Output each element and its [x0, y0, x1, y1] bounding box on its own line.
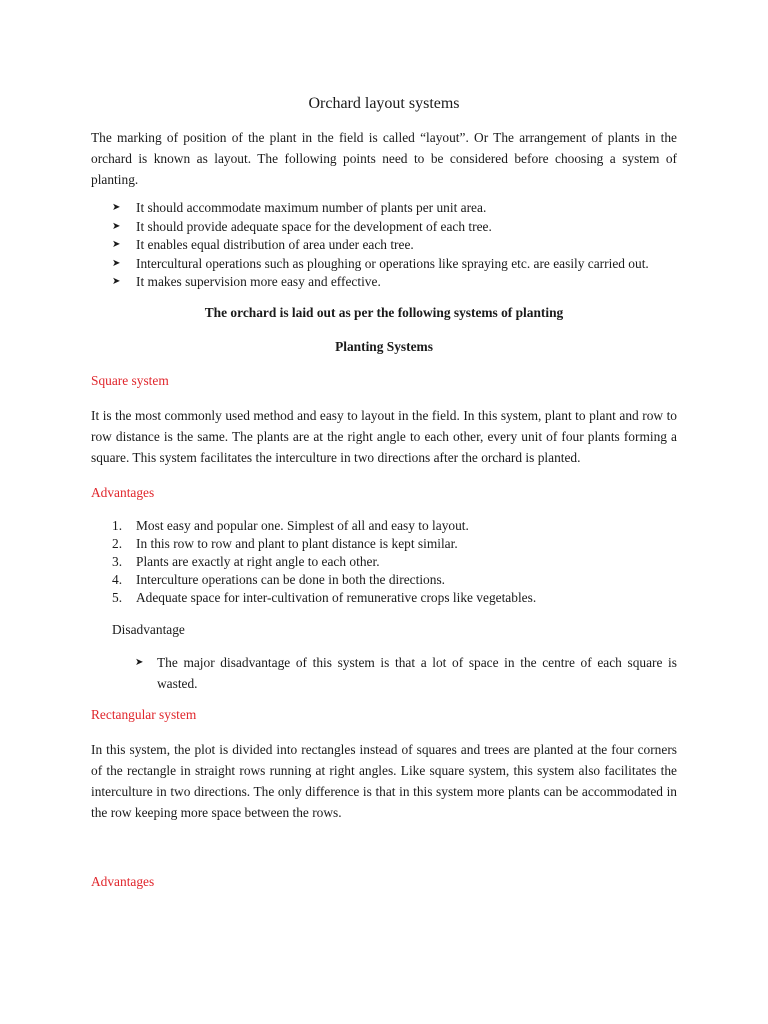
arrow-bullet-icon: ➤ [112, 276, 121, 287]
square-disadvantage-heading: Disadvantage [112, 621, 185, 637]
intro-paragraph: The marking of position of the plant in the field is called “layout”. Or The arrangement of plants in the orchard is known as layout. The following points need to be considered before choosing a system of planting. [91, 130, 677, 187]
square-advantages-heading: Advantages [91, 484, 155, 500]
square-system-description: It is the most commonly used method and easy to layout in the field. In this system, plant to plant and row to row distance is the same. The plants are at the right angle to each other, every unit of four plants forming a square. This system facilitates the interculture in two directions after the orchard is planted. [91, 407, 677, 465]
considerations-list [91, 199, 677, 292]
list-item: ➤ Intercultural operations such as ploughing or operations like spraying etc. are easily carried out. [91, 255, 677, 274]
arrow-bullet-icon: ➤ [112, 220, 121, 232]
square-system-heading: Square system [91, 372, 169, 388]
document-page [91, 92, 677, 906]
list-item: 3. Plants are exactly at right angle to each other. [112, 553, 380, 569]
list-item: 4. Interculture operations can be done in both the directions. [112, 571, 445, 587]
systems-heading: The orchard is laid out as per the following systems of planting [204, 304, 564, 320]
arrow-bullet-icon: ➤ [112, 202, 121, 213]
list-item: ➤ It makes supervision more easy and effective. [91, 273, 677, 292]
list-item: ➤ The major disadvantage of this system is that a lot of space in the centre of each square is wasted. [91, 652, 677, 694]
list-item: ➤ It enables equal distribution of area under each tree. [91, 236, 677, 255]
spacer [91, 837, 677, 871]
square-disadvantages-list [91, 652, 677, 694]
list-item: ➤ It should accommodate maximum number of plants per unit area. [91, 199, 677, 218]
page-title: Orchard layout systems [308, 95, 460, 112]
list-item: 2. In this row to row and plant to plant distance is kept similar. [112, 535, 458, 551]
rectangular-system-heading: Rectangular system [91, 706, 197, 722]
arrow-bullet-icon: ➤ [112, 239, 121, 250]
arrow-bullet-icon: ➤ [112, 257, 121, 269]
square-advantages-list [91, 517, 677, 607]
arrow-bullet-icon: ➤ [135, 656, 144, 668]
list-item: 5. Adequate space for inter-cultivation of remunerative crops like vegetables. [112, 589, 537, 605]
rectangular-advantages-heading: Advantages [91, 873, 155, 889]
rectangular-system-description: In this system, the plot is divided into rectangles instead of squares and trees are planted at the four corners of the rectangle in straight rows running at right angles. Like square system, this system also facilitates the interculture in two directions. The only difference is that in this system more plants can be accommodated in the row keeping more space between the rows. [91, 741, 677, 820]
planting-systems-heading: Planting Systems [335, 338, 433, 354]
list-item: 1. Most easy and popular one. Simplest of all and easy to layout. [112, 517, 469, 533]
list-item: ➤ It should provide adequate space for the development of each tree. [91, 218, 677, 237]
